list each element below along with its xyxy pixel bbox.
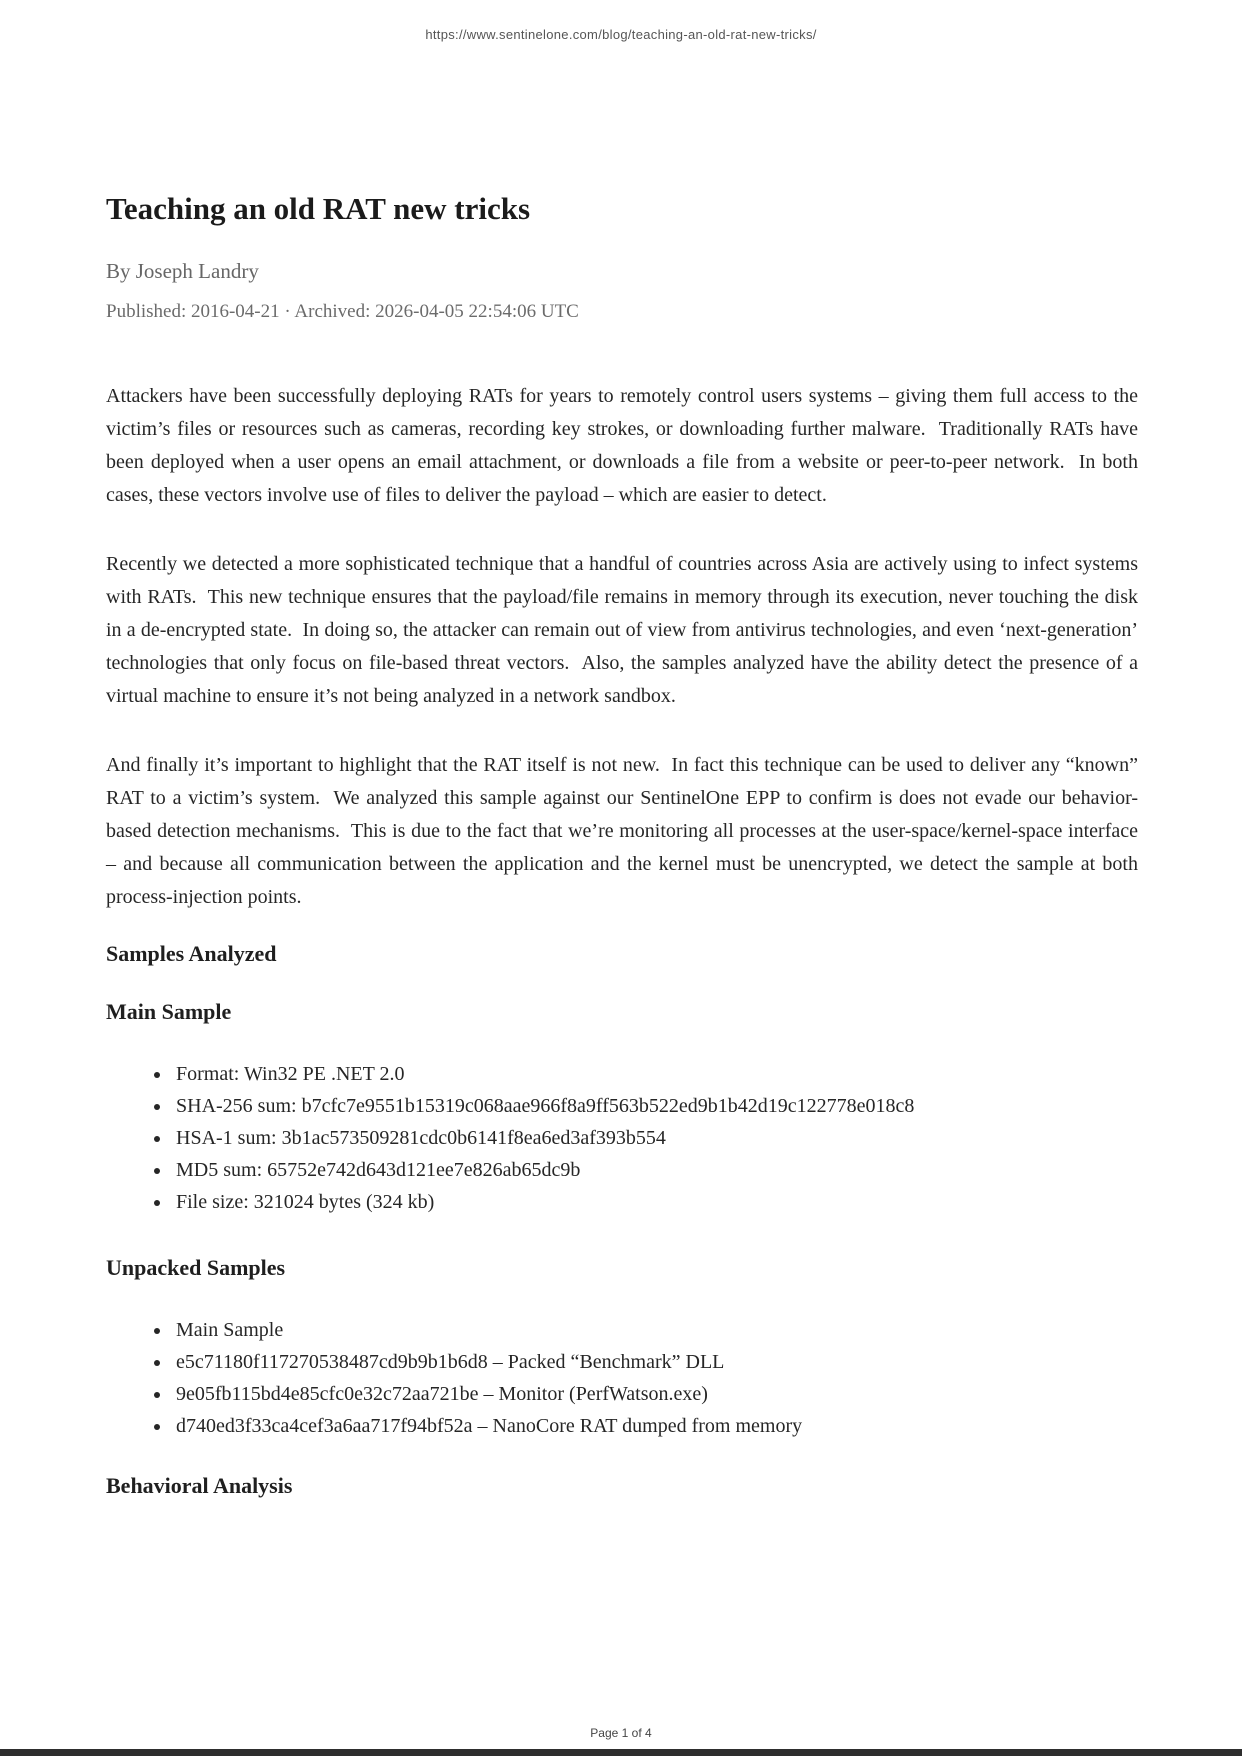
list-item: • SHA-256 sum: b7cfc7e9551b15319c068aae966f8a9ff563b522ed9b1b42d19c122778e018c8 — [172, 1090, 1138, 1122]
list-item: • e5c71180f117270538487cd9b9b1b6d8 – Packed “Benchmark” DLL — [172, 1346, 1138, 1378]
list-item: • HSA-1 sum: 3b1ac573509281cdc0b6141f8ea6ed3af393b554 — [172, 1122, 1138, 1154]
list-item: • File size: 321024 bytes (324 kb) — [172, 1186, 1138, 1218]
list-item: • Format: Win32 PE .NET 2.0 — [172, 1058, 1138, 1090]
article-paragraph: Recently we detected a more sophisticated technique that a handful of countries across Asia are actively using to infect systems with RATs. This new technique ensures that the payload/file remains in memory through its execution, never touching the disk in a de-encrypted state. In doing so, the attacker can remain out of view from antivirus technologies, and even ‘next-generation’ technologies that only focus on file-based threat vectors. Also, the samples analyzed have the ability detect the presence of a virtual machine to ensure it’s not being analyzed in a network sandbox. — [106, 553, 1143, 707]
article-paragraph: And finally it’s important to highlight that the RAT itself is not new. In fact this technique can be used to deliver any “known” RAT to a victim’s system. We analyzed this sample against our SentinelOne EPP to confirm is does not evade our behavior-based detection mechanisms. This is due to the fact that we’re monitoring all processes at the user-space/kernel-space interface – and because all communication between the application and the kernel must be unencrypted, we detect the sample at both process-injection points. — [106, 754, 1143, 908]
list-item: • Main Sample — [172, 1314, 1138, 1346]
page-edge-divider — [0, 1749, 1242, 1756]
list-item: • MD5 sum: 65752e742d643d121ee7e826ab65dc9b — [172, 1154, 1138, 1186]
sub-heading-unpacked-samples: Unpacked Samples — [106, 1255, 286, 1280]
sub-heading-main-sample: Main Sample — [106, 999, 232, 1024]
list-item: • 9e05fb115bd4e85cfc0e32c72aa721be – Monitor (PerfWatson.exe) — [172, 1378, 1138, 1410]
page-number-indicator: Page 1 of 4 — [590, 1726, 652, 1740]
article-published-line: Published: 2016-04-21 · Archived: 2026-04-05 22:54:06 UTC — [106, 301, 579, 322]
main-sample-list — [106, 1058, 1138, 1218]
section-heading-samples-analyzed: Samples Analyzed — [106, 941, 277, 966]
unpacked-sample-list — [106, 1314, 1138, 1442]
sub-heading-behavioral-analysis: Behavioral Analysis — [106, 1473, 293, 1498]
article-content — [106, 0, 1143, 1500]
list-item: • d740ed3f33ca4cef3a6aa717f94bf52a – NanoCore RAT dumped from memory — [172, 1410, 1138, 1442]
article-byline: By Joseph Landry — [106, 259, 259, 283]
archived-page-url: https://www.sentinelone.com/blog/teaching-an-old-rat-new-tricks/ — [425, 27, 817, 42]
article-title: Teaching an old RAT new tricks — [106, 191, 531, 226]
article-paragraph: Attackers have been successfully deploying RATs for years to remotely control users systems – giving them full access to the victim’s files or resources such as cameras, recording key strokes, or downloading further malware. Traditionally RATs have been deployed when a user opens an email attachment, or downloads a file from a website or peer-to-peer network. In both cases, these vectors involve use of files to deliver the payload – which are easier to detect. — [106, 385, 1143, 506]
